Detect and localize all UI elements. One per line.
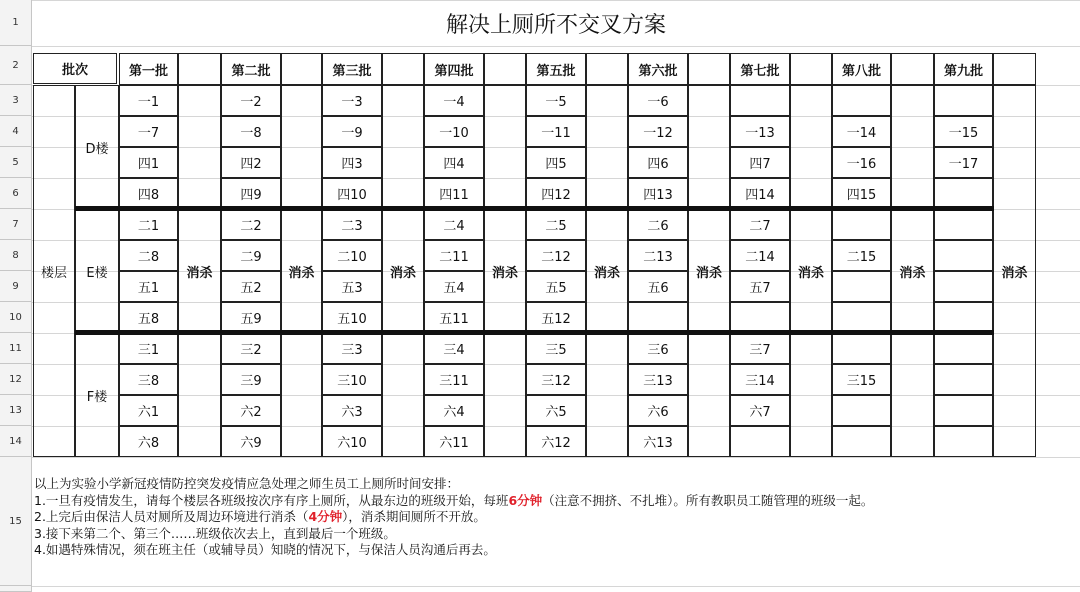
row-number[interactable]: 8 [0,240,32,271]
class-cell[interactable]: 三11 [424,364,484,395]
batch-header: 第七批 [730,53,790,85]
class-cell[interactable]: 五6 [628,271,688,302]
class-cell[interactable] [934,302,993,333]
disinfect-spacer [178,53,221,85]
batch-header: 第三批 [322,53,382,85]
class-cell[interactable]: 一15 [934,116,993,147]
building-label: D楼 [75,85,119,209]
row-number[interactable]: 10 [0,302,32,333]
batch-header: 第一批 [119,53,178,85]
class-cell[interactable]: 二8 [119,240,178,271]
row-number[interactable]: 15 [0,457,32,586]
class-cell[interactable]: 六4 [424,395,484,426]
class-cell[interactable]: 六3 [322,395,382,426]
notes-line-1 [34,493,1074,510]
disinfect-cell: 消杀 [178,85,221,457]
disinfect-spacer [484,53,526,85]
class-cell[interactable]: 二5 [526,209,586,240]
notes-line-2-b: ），消杀期间厕所不开放。 [342,509,486,524]
class-cell[interactable]: 二6 [628,209,688,240]
class-cell[interactable]: 二14 [730,240,790,271]
class-cell[interactable]: 六9 [221,426,281,457]
class-cell[interactable]: 六10 [322,426,382,457]
class-cell[interactable] [832,209,891,240]
class-cell[interactable]: 六2 [221,395,281,426]
disinfect-spacer [993,53,1036,85]
class-cell[interactable] [730,426,790,457]
row-number[interactable]: 1 [0,0,32,46]
disinfect-spacer [790,53,832,85]
class-cell[interactable]: 二13 [628,240,688,271]
batch-header: 第二批 [221,53,281,85]
class-cell[interactable]: 三12 [526,364,586,395]
class-cell[interactable]: 二4 [424,209,484,240]
class-cell[interactable]: 一9 [322,116,382,147]
disinfect-cell: 消杀 [688,85,730,457]
class-cell[interactable]: 二9 [221,240,281,271]
notes-line-2 [34,509,1074,526]
gridline [32,457,1080,458]
class-cell[interactable]: 五1 [119,271,178,302]
class-cell[interactable]: 一11 [526,116,586,147]
class-cell[interactable]: 五2 [221,271,281,302]
class-cell[interactable]: 三9 [221,364,281,395]
class-cell[interactable] [934,178,993,209]
class-cell[interactable]: 四9 [221,178,281,209]
row-number[interactable]: 3 [0,85,32,116]
class-cell[interactable]: 六12 [526,426,586,457]
disinfect-cell: 消杀 [891,85,934,457]
batch-header: 第八批 [832,53,891,85]
class-cell[interactable]: 二7 [730,209,790,240]
notes-block [34,476,1074,559]
sheet-title: 解决上厕所不交叉方案 [445,12,666,38]
class-cell[interactable]: 三3 [322,333,382,364]
notes-line-4: 4.如遇特殊情况，须在班主任（或辅导员）知晓的情况下，与保洁人员沟通后再去。 [34,542,496,557]
class-cell[interactable]: 四5 [526,147,586,178]
notes-line-1-b: （注意不拥挤、不扎堆）。所有教职员工随管理的班级一起。 [542,492,874,508]
class-cell[interactable]: 一10 [424,116,484,147]
disinfect-spacer [382,53,424,85]
class-cell[interactable]: 六1 [119,395,178,426]
class-cell[interactable]: 二15 [832,240,891,271]
batch-header: 第四批 [424,53,484,85]
class-cell[interactable]: 三14 [730,364,790,395]
class-cell[interactable]: 一8 [221,116,281,147]
class-cell[interactable]: 四15 [832,178,891,209]
class-cell[interactable]: 三6 [628,333,688,364]
class-cell[interactable]: 五8 [119,302,178,333]
class-cell[interactable]: 四6 [628,147,688,178]
class-cell[interactable]: 三4 [424,333,484,364]
class-cell[interactable]: 五9 [221,302,281,333]
class-cell[interactable]: 一12 [628,116,688,147]
class-cell[interactable]: 五11 [424,302,484,333]
class-cell[interactable] [832,333,891,364]
class-cell[interactable]: 六13 [628,426,688,457]
batch-header: 第六批 [628,53,688,85]
floor-label: 楼层 [33,85,75,457]
class-cell[interactable]: 一17 [934,147,993,178]
class-cell[interactable]: 五5 [526,271,586,302]
class-cell[interactable]: 一7 [119,116,178,147]
class-cell[interactable] [934,426,993,457]
class-cell[interactable]: 四4 [424,147,484,178]
class-cell[interactable]: 六7 [730,395,790,426]
class-cell[interactable] [832,85,891,116]
disinfect-spacer [891,53,934,85]
class-cell[interactable] [934,209,993,240]
class-cell[interactable]: 三10 [322,364,382,395]
class-cell[interactable] [730,85,790,116]
class-cell[interactable] [832,302,891,333]
class-cell[interactable] [730,302,790,333]
class-cell[interactable]: 四12 [526,178,586,209]
row-number[interactable]: 9 [0,271,32,302]
disinfect-cell: 消杀 [281,85,322,457]
class-cell[interactable]: 六6 [628,395,688,426]
building-label: F楼 [75,333,119,457]
class-cell[interactable]: 一5 [526,85,586,116]
disinfect-cell: 消杀 [993,85,1036,457]
class-cell[interactable] [934,333,993,364]
class-cell[interactable]: 四1 [119,147,178,178]
class-cell[interactable]: 三1 [119,333,178,364]
row-number[interactable]: 4 [0,116,32,147]
class-cell[interactable]: 一6 [628,85,688,116]
class-cell[interactable]: 五4 [424,271,484,302]
class-cell[interactable]: 一14 [832,116,891,147]
class-cell[interactable]: 四14 [730,178,790,209]
class-cell[interactable]: 三2 [221,333,281,364]
building-separator [75,206,994,211]
class-cell[interactable]: 一13 [730,116,790,147]
class-cell[interactable]: 五10 [322,302,382,333]
class-cell[interactable]: 六11 [424,426,484,457]
class-cell[interactable]: 四2 [221,147,281,178]
class-cell[interactable]: 五7 [730,271,790,302]
class-cell[interactable]: 四3 [322,147,382,178]
class-cell[interactable] [832,395,891,426]
disinfect-cell: 消杀 [484,85,526,457]
class-cell[interactable]: 六8 [119,426,178,457]
row-number[interactable]: 6 [0,178,32,209]
building-label: E楼 [75,209,119,333]
disinfect-cell: 消杀 [382,85,424,457]
class-cell[interactable]: 四13 [628,178,688,209]
gridline [32,586,1080,587]
class-cell[interactable]: 二11 [424,240,484,271]
row-number[interactable]: 5 [0,147,32,178]
class-cell[interactable]: 一4 [424,85,484,116]
gridline [32,46,1080,47]
class-cell[interactable]: 二1 [119,209,178,240]
batch-label: 批次 [33,53,117,84]
class-cell[interactable]: 五12 [526,302,586,333]
class-cell[interactable]: 四10 [322,178,382,209]
class-cell[interactable]: 一1 [119,85,178,116]
class-cell[interactable]: 三8 [119,364,178,395]
class-cell[interactable]: 四7 [730,147,790,178]
class-cell[interactable] [832,271,891,302]
notes-line-2-a: 2.上完后由保洁人员对厕所及周边环境进行消杀（ [34,509,309,524]
class-cell[interactable]: 四11 [424,178,484,209]
class-cell[interactable]: 二2 [221,209,281,240]
class-cell[interactable]: 三15 [832,364,891,395]
class-cell[interactable] [934,85,993,116]
disinfect-cell: 消杀 [790,85,832,457]
disinfect-spacer [281,53,322,85]
class-cell[interactable] [832,426,891,457]
disinfect-spacer [586,53,628,85]
notes-line-3: 3.接下来第二个、第三个……班级依次去上，直到最后一个班级。 [34,525,396,541]
class-cell[interactable]: 三5 [526,333,586,364]
batch-header: 第九批 [934,53,993,85]
class-cell[interactable] [628,302,688,333]
class-cell[interactable] [934,240,993,271]
row-number[interactable]: 13 [0,395,32,426]
class-cell[interactable]: 二10 [322,240,382,271]
row-number-stub [0,586,32,592]
disinfect-cell: 消杀 [586,85,628,457]
class-cell[interactable]: 四8 [119,178,178,209]
class-cell[interactable]: 五3 [322,271,382,302]
notes-line-2-red: 4分钟 [308,509,343,524]
class-cell[interactable]: 三13 [628,364,688,395]
row-number[interactable]: 12 [0,364,32,395]
disinfect-spacer [688,53,730,85]
class-cell[interactable] [934,271,993,302]
batch-header: 第五批 [526,53,586,85]
class-cell[interactable]: 一2 [221,85,281,116]
notes-intro: 以上为实验小学新冠疫情防控突发疫情应急处理之师生员工上厕所时间安排： [34,476,460,491]
notes-line-1-red: 6分钟 [508,492,543,508]
building-separator [75,330,994,335]
class-cell[interactable]: 六5 [526,395,586,426]
class-cell[interactable] [934,395,993,426]
notes-line-1-a: 1.一旦有疫情发生，请每个楼层各班级按次序有序上厕所，从最东边的班级开始，每班 [34,492,509,508]
class-cell[interactable]: 一3 [322,85,382,116]
class-cell[interactable] [934,364,993,395]
class-cell[interactable]: 二12 [526,240,586,271]
row-number[interactable]: 7 [0,209,32,240]
class-cell[interactable]: 二3 [322,209,382,240]
class-cell[interactable]: 一16 [832,147,891,178]
row-number[interactable]: 14 [0,426,32,457]
row-number[interactable]: 2 [0,46,32,85]
row-number[interactable]: 11 [0,333,32,364]
class-cell[interactable]: 三7 [730,333,790,364]
